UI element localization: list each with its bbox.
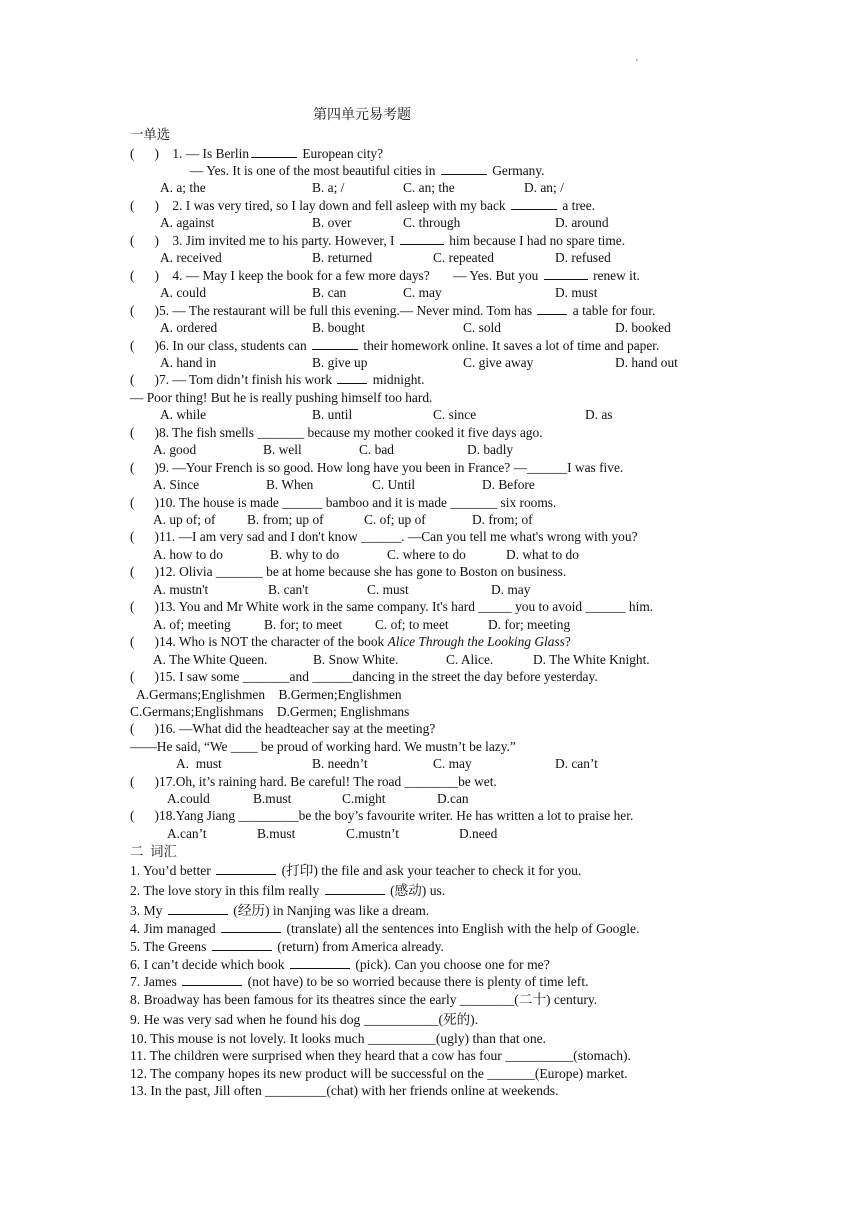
answer-blank xyxy=(221,921,281,933)
answer-blank xyxy=(337,372,367,384)
vocab-item: 10. This mouse is not lovely. It looks much __________(ugly) than that one. xyxy=(130,1031,547,1046)
question-4: ( ) 4. — May I keep the book for a few more days? — Yes. But you renew it. xyxy=(130,268,640,283)
option: B. returned xyxy=(312,250,373,265)
option: D.can xyxy=(437,791,469,806)
option: D. around xyxy=(555,215,609,230)
options-15-cd: C.Germans;Englishmans D.Germen; Englishmans xyxy=(130,704,410,719)
option: A. mustn't xyxy=(153,582,209,597)
question-12: ( )12. Olivia _______ be at home because she has gone to Boston on business. xyxy=(130,564,567,579)
question-6: ( )6. In our class, students can their homework online. It saves a lot of time and paper. xyxy=(130,338,660,353)
section-2-label: 二 词汇 xyxy=(130,844,177,859)
vocab-item: 1. You’d better (打印) the file and ask your teacher to check it for you. xyxy=(130,863,582,878)
book-title: Alice Through the Looking Glass xyxy=(387,634,565,649)
question-14: ( )14. Who is NOT the character of the book Alice Through the Looking Glass? xyxy=(130,634,571,649)
option: C. bad xyxy=(359,442,394,457)
option: A. received xyxy=(160,250,222,265)
vocab-item: 12. The company hopes its new product will be successful on the _______(Europe) market. xyxy=(130,1066,628,1081)
option: B. until xyxy=(312,407,353,422)
question-15: ( )15. I saw some _______and ______dancing in the street the day before yesterday. xyxy=(130,669,598,684)
question-1: ( ) 1. — Is Berlin European city? xyxy=(130,146,384,161)
question-17: ( )17.Oh, it’s raining hard. Be careful! The road ________be wet. xyxy=(130,774,497,789)
option: C.might xyxy=(342,791,386,806)
option: C. sold xyxy=(463,320,501,335)
option: D. can’t xyxy=(555,756,598,771)
option: A. Since xyxy=(153,477,200,492)
option: A. ordered xyxy=(160,320,218,335)
option: B. needn’t xyxy=(312,756,368,771)
option: B.must xyxy=(257,826,296,841)
option: C. since xyxy=(433,407,477,422)
vocab-item: 9. He was very sad when he found his dog ___________(死的). xyxy=(130,1012,479,1027)
option: A. good xyxy=(153,442,197,457)
option: A. against xyxy=(160,215,215,230)
option: D. The White Knight. xyxy=(533,652,650,667)
answer-blank xyxy=(212,939,272,951)
answer-blank xyxy=(312,338,358,350)
answer-blank xyxy=(441,163,487,175)
option: D. booked xyxy=(615,320,671,335)
answer-blank xyxy=(251,146,297,158)
question-11: ( )11. —I am very sad and I don't know ______. —Can you tell me what's wrong with you? xyxy=(130,529,638,544)
answer-blank xyxy=(400,233,444,245)
option: C. of; up of xyxy=(364,512,426,527)
option: D. Before xyxy=(482,477,535,492)
option: B. well xyxy=(263,442,302,457)
option: D.need xyxy=(459,826,498,841)
option: A. hand in xyxy=(160,355,217,370)
option: D. for; meeting xyxy=(488,617,571,632)
section-1-label: 一单选 xyxy=(130,127,171,142)
answer-blank xyxy=(290,957,350,969)
question-16: ( )16. —What did the headteacher say at the meeting? xyxy=(130,721,436,736)
option: B. give up xyxy=(312,355,368,370)
option: B. can't xyxy=(268,582,309,597)
question-8: ( )8. The fish smells _______ because my mother cooked it five days ago. xyxy=(130,425,543,440)
answer-blank xyxy=(168,903,228,915)
option: D. refused xyxy=(555,250,611,265)
option: C. may xyxy=(403,285,442,300)
option: B. a; / xyxy=(312,180,345,195)
option: B. from; up of xyxy=(247,512,324,527)
option: A. while xyxy=(160,407,207,422)
question-13: ( )13. You and Mr White work in the same company. It's hard _____ you to avoid ______ him. xyxy=(130,599,654,614)
option: C. may xyxy=(433,756,472,771)
option: A.can’t xyxy=(167,826,207,841)
vocab-item: 3. My (经历) in Nanjing was like a dream. xyxy=(130,903,430,918)
option: D. an; / xyxy=(524,180,564,195)
option: D. from; of xyxy=(472,512,533,527)
answer-blank xyxy=(325,883,385,895)
option: C. give away xyxy=(463,355,534,370)
option: C. Until xyxy=(372,477,416,492)
option: C.mustn’t xyxy=(346,826,399,841)
option: B. When xyxy=(266,477,314,492)
option: B. why to do xyxy=(270,547,340,562)
option: A. up of; of xyxy=(153,512,216,527)
option: D. hand out xyxy=(615,355,678,370)
option: C. repeated xyxy=(433,250,494,265)
vocab-item: 5. The Greens (return) from America already. xyxy=(130,939,444,954)
answer-blank xyxy=(544,268,588,280)
option: A. The White Queen. xyxy=(153,652,268,667)
option: D. what to do xyxy=(506,547,579,562)
question-2: ( ) 2. I was very tired, so I lay down and fell asleep with my back a tree. xyxy=(130,198,596,213)
option: D. must xyxy=(555,285,598,300)
vocab-item: 7. James (not have) to be so worried because there is plenty of time left. xyxy=(130,974,589,989)
option: A. could xyxy=(160,285,207,300)
option: D. badly xyxy=(467,442,514,457)
option: C. must xyxy=(367,582,409,597)
question-18: ( )18.Yang Jiang _________be the boy’s favourite writer. He has written a lot to praise her. xyxy=(130,808,634,823)
option: A. must xyxy=(176,756,222,771)
vocab-item: 11. The children were surprised when they heard that a cow has four __________(stomach). xyxy=(130,1048,631,1063)
option: C. of; to meet xyxy=(375,617,449,632)
question-1-reply: — Yes. It is one of the most beautiful cities in Germany. xyxy=(190,163,545,178)
page-title: 第四单元易考题 xyxy=(313,108,411,123)
option: C. through xyxy=(403,215,461,230)
option: D. may xyxy=(491,582,531,597)
vocab-item: 8. Broadway has been famous for its theatres since the early ________(二十) century. xyxy=(130,992,598,1007)
option: D. as xyxy=(585,407,613,422)
options-15-ab: A.Germans;Englishmen B.Germen;Englishmen xyxy=(136,687,402,702)
vocab-item: 4. Jim managed (translate) all the sentences into English with the help of Google. xyxy=(130,921,640,936)
question-16-reply: ——He said, “We ____ be proud of working hard. We mustn’t be lazy.” xyxy=(130,739,516,754)
question-10: ( )10. The house is made ______ bamboo and it is made _______ six rooms. xyxy=(130,495,557,510)
option: B. bought xyxy=(312,320,365,335)
vocab-item: 6. I can’t decide which book (pick). Can you choose one for me? xyxy=(130,957,550,972)
option: C. an; the xyxy=(403,180,455,195)
options-1: A. a; the xyxy=(160,180,206,195)
option: B.must xyxy=(253,791,292,806)
option: B. for; to meet xyxy=(264,617,343,632)
question-3: ( ) 3. Jim invited me to his party. However, I him because I had no spare time. xyxy=(130,233,626,248)
option: B. can xyxy=(312,285,347,300)
question-5: ( )5. — The restaurant will be full this evening.— Never mind. Tom has a table for four. xyxy=(130,303,656,318)
answer-blank xyxy=(537,303,567,315)
option: B. Snow White. xyxy=(313,652,399,667)
question-7-reply: — Poor thing! But he is really pushing himself too hard. xyxy=(130,390,433,405)
vocab-item: 13. In the past, Jill often _________(chat) with her friends online at weekends. xyxy=(130,1083,559,1098)
option: C. Alice. xyxy=(446,652,494,667)
option: A.could xyxy=(167,791,210,806)
question-9: ( )9. —Your French is so good. How long have you been in France? —______I was five. xyxy=(130,460,624,475)
option: C. where to do xyxy=(387,547,466,562)
answer-blank xyxy=(182,974,242,986)
corner-mark: ' xyxy=(636,58,638,69)
option: A. how to do xyxy=(153,547,223,562)
option: A. of; meeting xyxy=(153,617,231,632)
question-7: ( )7. — Tom didn’t finish his work midnight. xyxy=(130,372,425,387)
vocab-item: 2. The love story in this film really (感动) us. xyxy=(130,883,446,898)
option: B. over xyxy=(312,215,352,230)
answer-blank xyxy=(511,198,557,210)
answer-blank xyxy=(216,863,276,875)
